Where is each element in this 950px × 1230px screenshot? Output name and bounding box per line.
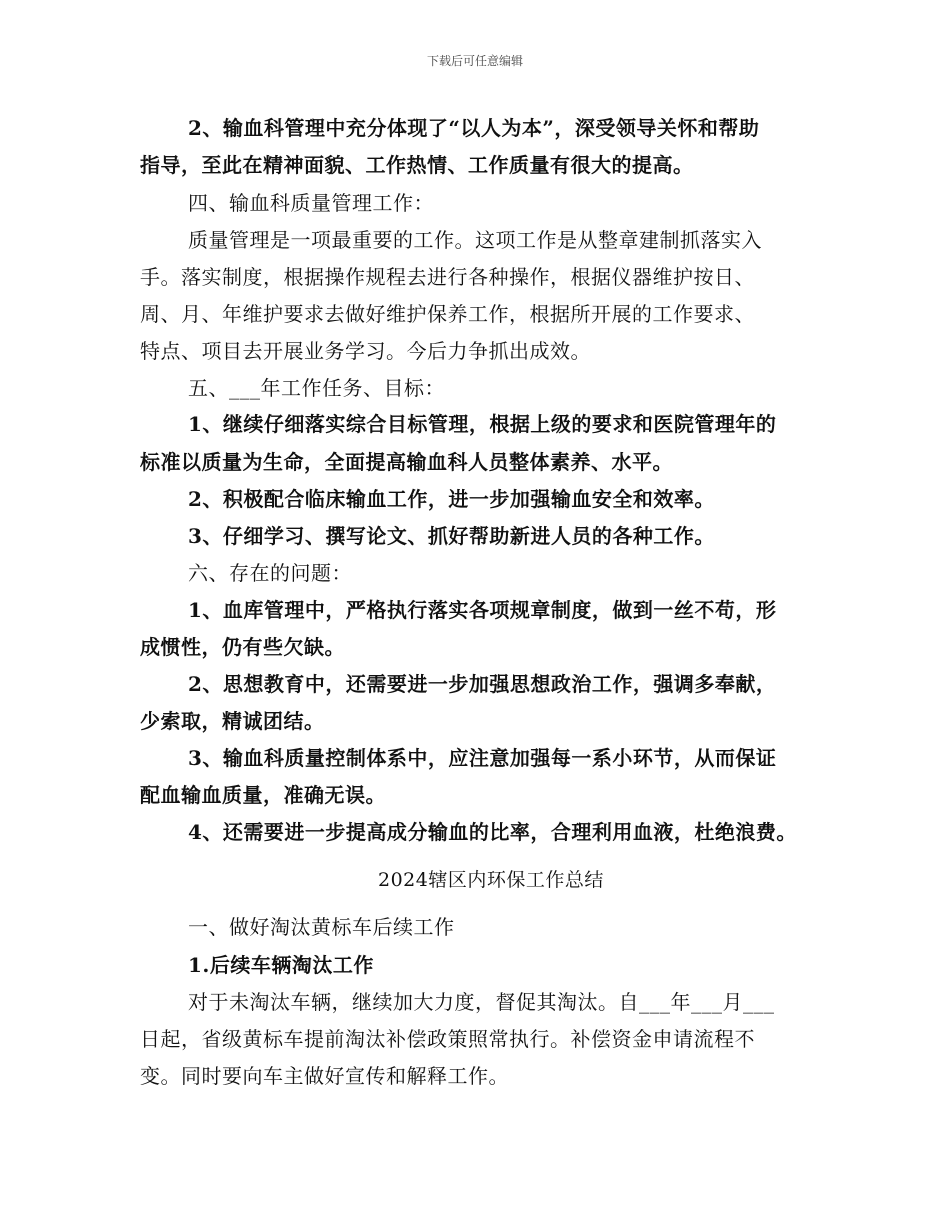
- paragraph-line: 周、月、年维护要求去做好维护保养工作，根据所开展的工作要求、: [140, 302, 755, 326]
- section-heading: 五、___年工作任务、目标：: [188, 376, 445, 400]
- page-header-note: 下载后可任意编辑: [426, 54, 523, 68]
- paragraph-line: 4、还需要进一步提高成分输血的比率，合理利用血液，杜绝浪费。: [188, 820, 797, 844]
- paragraph-line: 日起，省级黄标车提前淘汰补偿政策照常执行。补偿资金申请流程不: [140, 1027, 755, 1051]
- subsection-heading: 1.后续车辆淘汰工作: [188, 953, 374, 977]
- paragraph-line: 指导，至此在精神面貌、工作热情、工作质量有很大的提高。: [140, 153, 694, 177]
- paragraph-line: 1、血库管理中，严格执行落实各项规章制度，做到一丝不苟，形: [188, 598, 777, 622]
- paragraph-line: 标准以质量为生命，全面提高输血科人员整体素养、水平。: [140, 450, 673, 474]
- section-heading: 一、做好淘汰黄标车后续工作: [188, 915, 455, 939]
- paragraph-line: 配血输血质量，准确无误。: [140, 783, 386, 807]
- paragraph-line: 1、继续仔细落实综合目标管理，根据上级的要求和医院管理年的: [188, 412, 777, 436]
- document-title: 2024辖区内环保工作总结: [378, 869, 604, 891]
- paragraph-line: 3、输血科质量控制体系中，应注意加强每一系小环节，从而保证: [188, 746, 777, 770]
- paragraph-line: 3、仔细学习、撰写论文、抓好帮助新进人员的各种工作。: [188, 524, 715, 548]
- paragraph-line: 2、积极配合临床输血工作，进一步加强输血安全和效率。: [188, 487, 715, 511]
- paragraph-line: 2、输血科管理中充分体现了“以人为本”，深受领导关怀和帮助: [188, 116, 760, 140]
- paragraph-line: 2、思想教育中，还需要进一步加强思想政治工作，强调多奉献，: [188, 672, 777, 696]
- paragraph-line: 对于未淘汰车辆，继续加大力度，督促其淘汰。自___年___月___: [188, 990, 775, 1014]
- paragraph-line: 少索取，精诚团结。: [140, 709, 325, 733]
- paragraph-line: 特点、项目去开展业务学习。今后力争抓出成效。: [140, 339, 591, 363]
- section-heading: 六、存在的问题：: [188, 561, 352, 585]
- paragraph-line: 手。落实制度，根据操作规程去进行各种操作，根据仪器维护按日、: [140, 265, 755, 289]
- paragraph-line: 成惯性，仍有些欠缺。: [140, 635, 345, 659]
- paragraph-line: 质量管理是一项最重要的工作。这项工作是从整章建制抓落实入: [188, 228, 762, 252]
- paragraph-line: 变。同时要向车主做好宣传和解释工作。: [140, 1064, 509, 1088]
- section-heading: 四、输血科质量管理工作：: [188, 191, 434, 215]
